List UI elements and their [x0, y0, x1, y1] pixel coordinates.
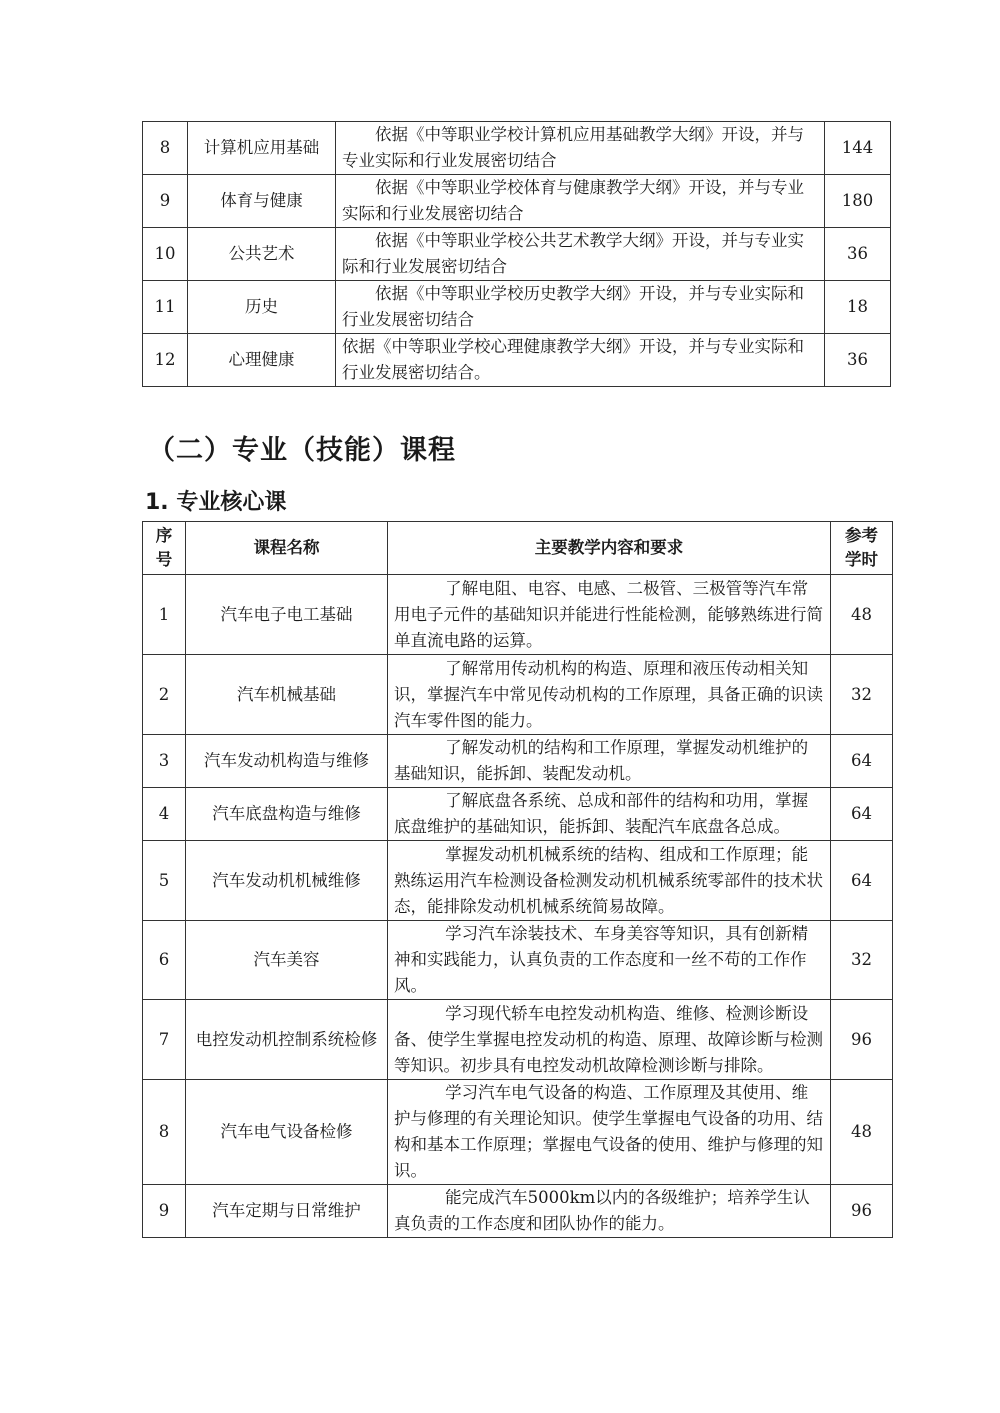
table-row	[143, 575, 893, 655]
table-row	[143, 228, 891, 281]
course-number: 10	[143, 228, 188, 281]
course-description: 依据《中等职业学校公共艺术教学大纲》开设，并与专业实际和行业发展密切结合	[336, 228, 825, 281]
course-name: 汽车美容	[186, 921, 388, 1000]
table-row	[143, 122, 891, 175]
course-description: 依据《中等职业学校历史教学大纲》开设，并与专业实际和行业发展密切结合	[336, 281, 825, 334]
course-number: 6	[143, 921, 186, 1000]
course-hours: 48	[831, 1080, 893, 1185]
course-hours: 32	[831, 921, 893, 1000]
course-description: 学习汽车电气设备的构造、工作原理及其使用、维护与修理的有关理论知识。使学生掌握电气设备的功用、结构和基本工作原理；掌握电气设备的使用、维护与修理的知识。	[388, 1080, 831, 1185]
course-name: 电控发动机控制系统检修	[186, 1000, 388, 1080]
table-row	[143, 1000, 893, 1080]
course-hours: 36	[825, 228, 891, 281]
public-course-table-continued	[142, 121, 891, 387]
course-description: 能完成汽车5000km以内的各级维护；培养学生认真负责的工作态度和团队协作的能力。	[388, 1185, 831, 1238]
course-number: 5	[143, 841, 186, 921]
course-hours: 96	[831, 1000, 893, 1080]
table-row	[143, 175, 891, 228]
course-number: 8	[143, 122, 188, 175]
course-number: 11	[143, 281, 188, 334]
table-row	[143, 788, 893, 841]
table-row	[143, 281, 891, 334]
subsection-title: 1. 专业核心课	[145, 490, 287, 515]
course-number: 3	[143, 735, 186, 788]
course-hours: 64	[831, 788, 893, 841]
course-hours: 18	[825, 281, 891, 334]
course-description: 依据《中等职业学校心理健康教学大纲》开设，并与专业实际和行业发展密切结合。	[336, 334, 825, 387]
course-name: 汽车电气设备检修	[186, 1080, 388, 1185]
table-row	[143, 921, 893, 1000]
course-name: 体育与健康	[188, 175, 336, 228]
table-row	[143, 655, 893, 735]
course-hours: 144	[825, 122, 891, 175]
course-hours: 36	[825, 334, 891, 387]
course-name: 汽车机械基础	[186, 655, 388, 735]
course-hours: 180	[825, 175, 891, 228]
course-hours: 64	[831, 735, 893, 788]
course-name: 心理健康	[188, 334, 336, 387]
course-hours: 32	[831, 655, 893, 735]
header-number: 序号	[143, 522, 186, 575]
course-hours: 96	[831, 1185, 893, 1238]
course-name: 汽车底盘构造与维修	[186, 788, 388, 841]
course-description: 学习现代轿车电控发动机构造、维修、检测诊断设备、使学生掌握电控发动机的构造、原理、故障诊断与检测等知识。初步具有电控发动机故障检测诊断与排除。	[388, 1000, 831, 1080]
course-number: 12	[143, 334, 188, 387]
course-number: 1	[143, 575, 186, 655]
course-description: 了解发动机的结构和工作原理，掌握发动机维护的基础知识，能拆卸、装配发动机。	[388, 735, 831, 788]
course-description: 依据《中等职业学校体育与健康教学大纲》开设，并与专业实际和行业发展密切结合	[336, 175, 825, 228]
course-number: 9	[143, 175, 188, 228]
table-row	[143, 735, 893, 788]
course-number: 8	[143, 1080, 186, 1185]
course-name: 计算机应用基础	[188, 122, 336, 175]
course-description: 学习汽车涂装技术、车身美容等知识，具有创新精神和实践能力，认真负责的工作态度和一丝不苟的工作作风。	[388, 921, 831, 1000]
course-name: 历史	[188, 281, 336, 334]
section-title: （二）专业（技能）课程	[148, 435, 456, 466]
header-description: 主要教学内容和要求	[388, 522, 831, 575]
header-hours: 参考学时	[831, 522, 893, 575]
table-header-row	[143, 522, 893, 575]
table-row	[143, 1080, 893, 1185]
core-course-table	[142, 521, 893, 1238]
course-number: 9	[143, 1185, 186, 1238]
course-name: 公共艺术	[188, 228, 336, 281]
course-description: 了解常用传动机构的构造、原理和液压传动相关知识，掌握汽车中常见传动机构的工作原理，具备正确的识读汽车零件图的能力。	[388, 655, 831, 735]
course-description: 了解底盘各系统、总成和部件的结构和功用，掌握底盘维护的基础知识，能拆卸、装配汽车底盘各总成。	[388, 788, 831, 841]
course-number: 2	[143, 655, 186, 735]
course-name: 汽车电子电工基础	[186, 575, 388, 655]
course-description: 掌握发动机机械系统的结构、组成和工作原理；能熟练运用汽车检测设备检测发动机机械系统零部件的技术状态，能排除发动机机械系统简易故障。	[388, 841, 831, 921]
course-number: 4	[143, 788, 186, 841]
course-number: 7	[143, 1000, 186, 1080]
table-row	[143, 1185, 893, 1238]
table-row	[143, 841, 893, 921]
course-hours: 48	[831, 575, 893, 655]
course-description: 依据《中等职业学校计算机应用基础教学大纲》开设，并与专业实际和行业发展密切结合	[336, 122, 825, 175]
header-course-name: 课程名称	[186, 522, 388, 575]
course-name: 汽车定期与日常维护	[186, 1185, 388, 1238]
course-description: 了解电阻、电容、电感、二极管、三极管等汽车常用电子元件的基础知识并能进行性能检测，能够熟练进行简单直流电路的运算。	[388, 575, 831, 655]
course-name: 汽车发动机构造与维修	[186, 735, 388, 788]
table-row	[143, 334, 891, 387]
course-hours: 64	[831, 841, 893, 921]
course-name: 汽车发动机机械维修	[186, 841, 388, 921]
